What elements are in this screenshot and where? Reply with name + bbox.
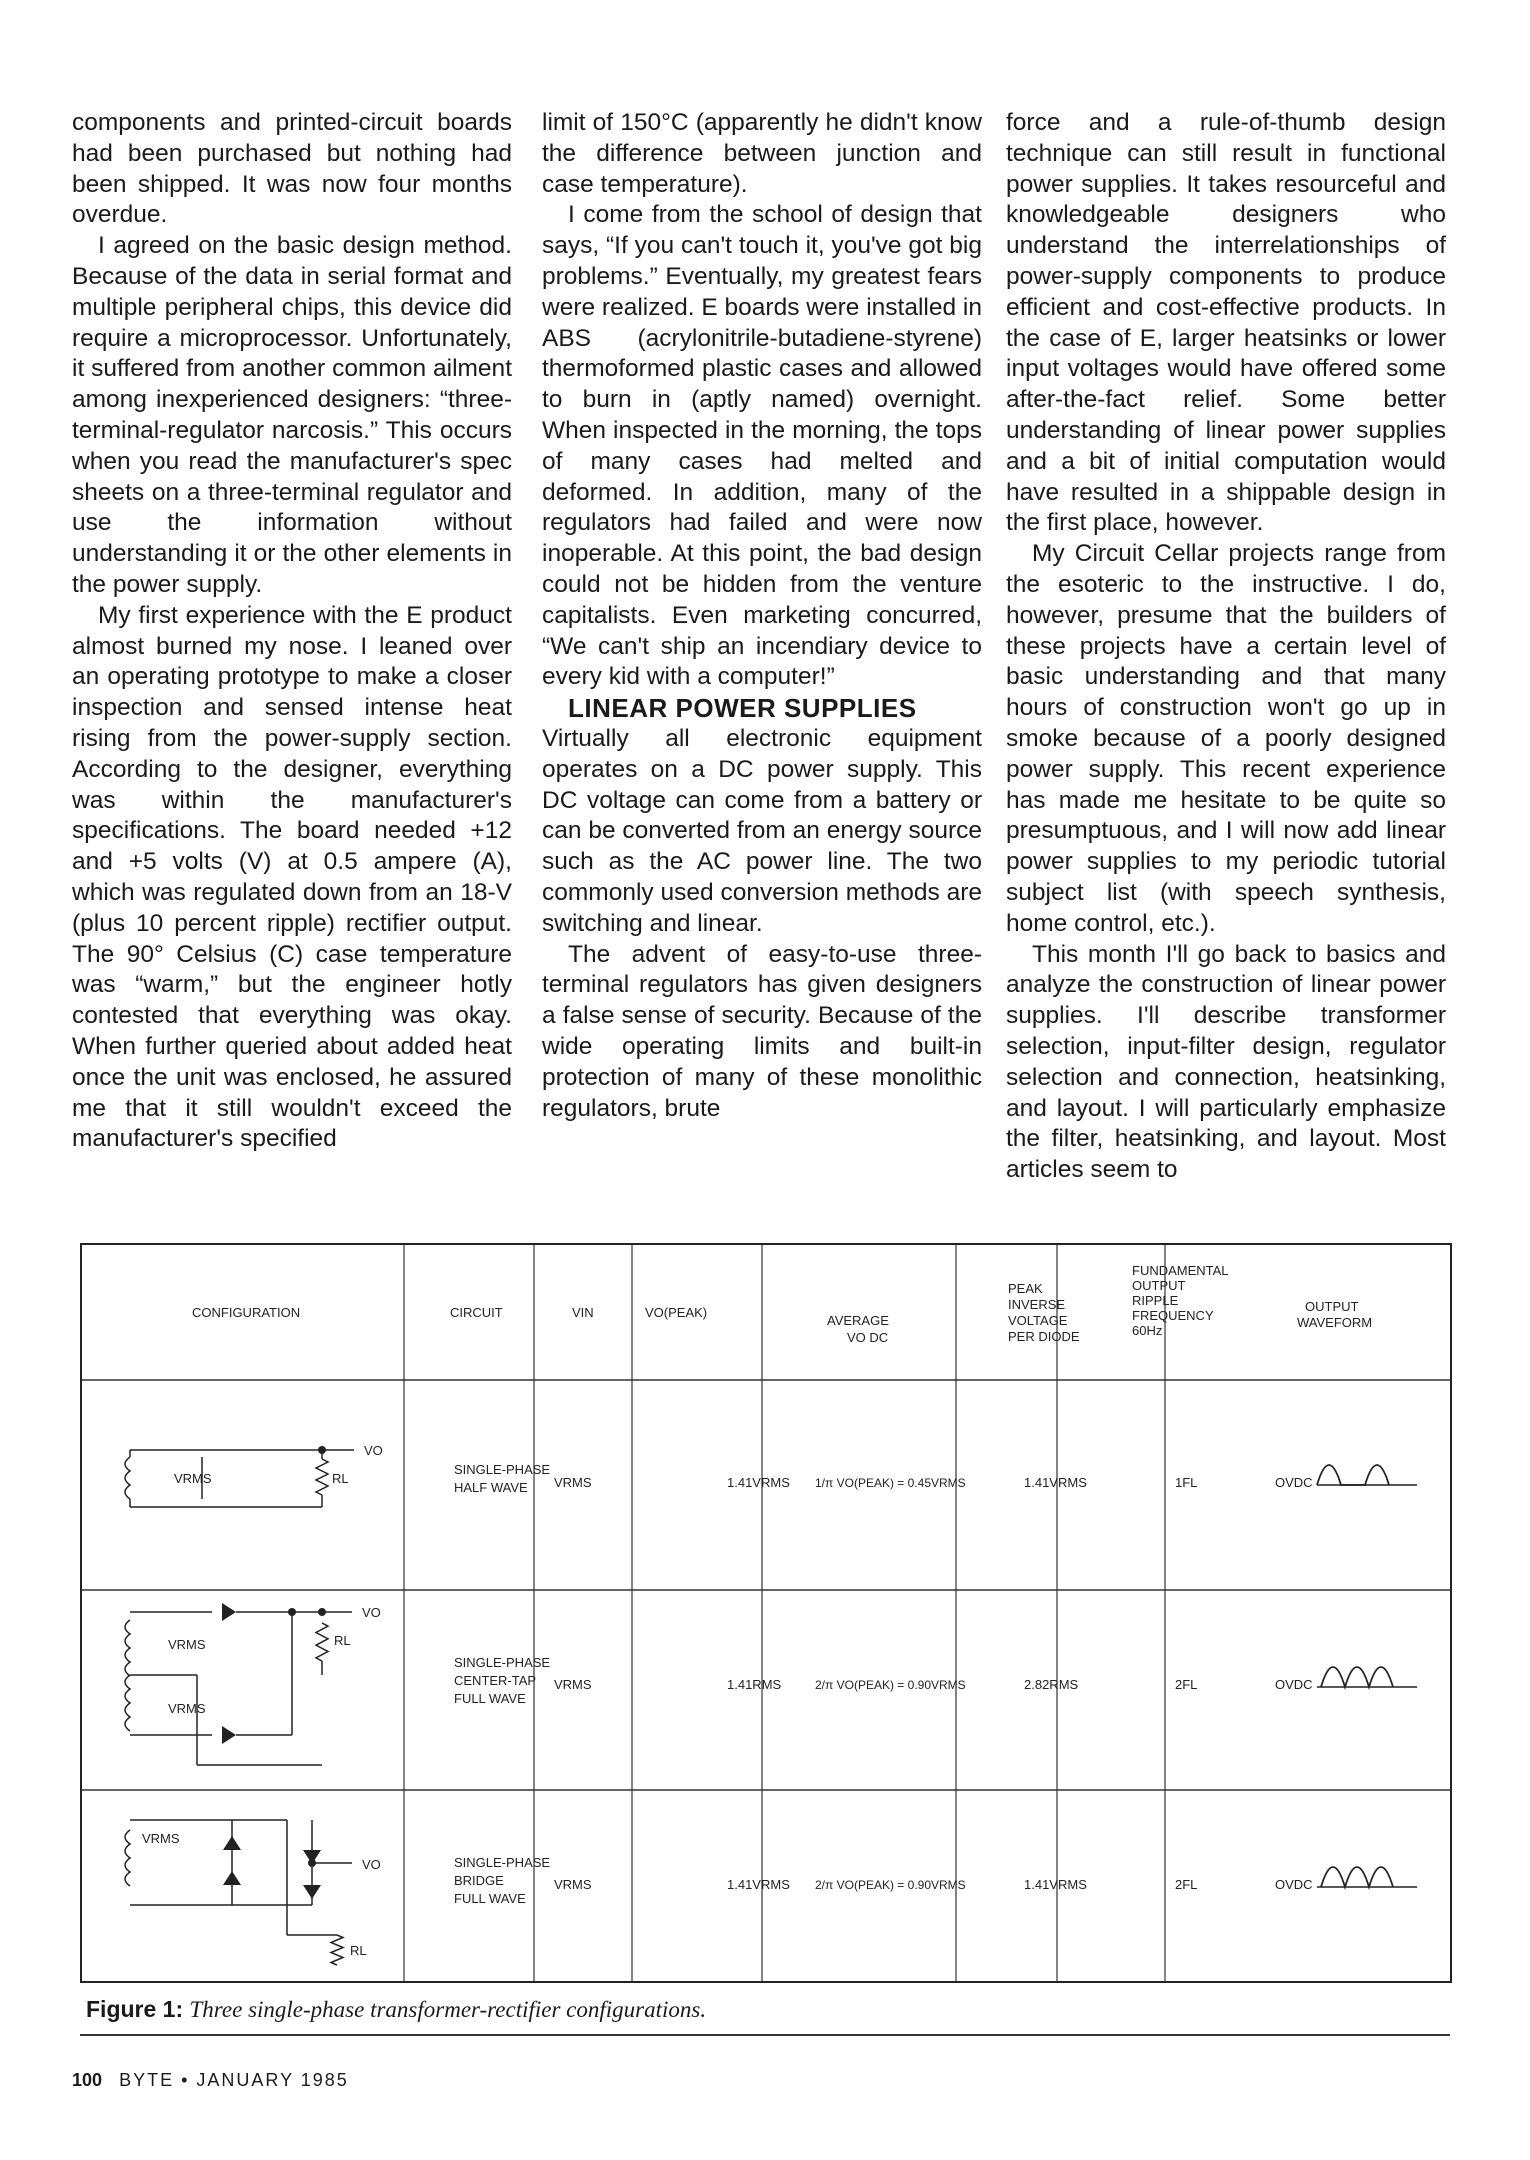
transformer-coil [125, 1457, 130, 1499]
header-piv: VOLTAGE [1008, 1313, 1068, 1328]
bridge-diode [223, 1836, 241, 1850]
paragraph: My first experience with the E product almost burned my nose. I leaned over an operating prototype to make a closer inspection and sensed intense heat rising from the power-supply section. According to the designer, everything was within the manufacturer's specifications. The board needed +12 and +5 volts (V) at 0.5 ampere (A), which was regulated down from an 18-V (plus 10 percent ripple) rectifier output. The 90° Celsius (C) case temperature was “warm,” but the engineer hotly contested that everything was okay. When further queried about added heat once the unit was enclosed, he assured me that it still wouldn't exceed the manufacturer's specified [72, 601, 512, 1153]
caption-text: Three single-phase transformer-rectifier configurations. [189, 1997, 707, 2022]
text-column-1 [72, 108, 512, 1155]
header-frequency: FUNDAMENTAL [1132, 1263, 1229, 1278]
circuit-name: FULL WAVE [454, 1891, 526, 1906]
header-configuration: CONFIGURATION [192, 1305, 301, 1320]
header-average-sub: VO DC [847, 1330, 889, 1345]
figure-svg [82, 1245, 1450, 1981]
header-frequency: FREQUENCY [1132, 1308, 1214, 1323]
piv-value: 1.41VRMS [1024, 1877, 1087, 1892]
waveform-label: OVDC [1275, 1877, 1313, 1892]
output-waveform [1321, 1667, 1393, 1687]
vo-label: VO [364, 1443, 383, 1458]
vrms-label: VRMS [174, 1471, 212, 1486]
average-value: 1/π VO(PEAK) = 0.45VRMS [815, 1476, 966, 1490]
page-number: 100 [72, 2070, 103, 2090]
caption-label: Figure 1: [86, 1996, 184, 2022]
header-piv: PEAK [1008, 1281, 1043, 1296]
vo-label: VO [362, 1857, 381, 1872]
resistor-rl [316, 1623, 328, 1661]
text-column-2 [542, 108, 982, 1124]
paragraph: My Circuit Cellar projects range from the esoteric to the instructive. I do, however, presume that the builders of these projects have a certain level of basic understanding and that many hours of construction won't go up in smoke because of a poorly designed power supply. This recent experience has made me hesitate to be quite so presumptuous, and I will now add linear power supplies to my periodic tutorial subject list (with speech synthesis, home control, etc.). [1006, 540, 1446, 937]
vrms-label: VRMS [168, 1637, 206, 1652]
header-piv: INVERSE [1008, 1297, 1066, 1312]
freq-value: 1FL [1175, 1475, 1198, 1490]
vopeak-value: 1.41VRMS [727, 1475, 790, 1490]
output-waveform [1321, 1867, 1393, 1887]
vopeak-value: 1.41RMS [727, 1677, 782, 1692]
paragraph: I agreed on the basic design method. Because of the data in serial format and multiple peripheral chips, this device did require a microprocessor. Unfortunately, it suffered from another common ailment among inexperienced designers: “three-terminal-regulator narcosis.” This occurs when you read the manufacturer's spec sheets on a three-terminal regulator and use the information without understanding it or the other elements in the power supply. [72, 232, 512, 598]
resistor-rl [316, 1459, 328, 1495]
vrms-label: VRMS [168, 1701, 206, 1716]
rectifier-diode [222, 1726, 236, 1744]
resistor-rl [331, 1935, 343, 1965]
paragraph: components and printed-circuit boards had been purchased but nothing had been shipped. It was now four months overdue. [72, 109, 512, 229]
vin-value: VRMS [554, 1877, 592, 1892]
section-heading: LINEAR POWER SUPPLIES [568, 693, 917, 724]
rl-label: RL [350, 1943, 367, 1958]
rl-label: RL [332, 1471, 349, 1486]
circuit-name: CENTER-TAP [454, 1673, 537, 1688]
vrms-label: VRMS [142, 1831, 180, 1846]
text-column-3 [1006, 108, 1446, 1186]
paragraph: force and a rule-of-thumb design technique can still result in functional power supplies. It takes resourceful and knowledgeable designers who understand the interrelationships of power-supply components to produce efficient and cost-effective products. In the case of E, larger heatsinks or lower input voltages would have offered some after-the-fact relief. Some better understanding of linear power supplies and a bit of initial computation would have resulted in a shippable design in the first place, however. [1006, 109, 1446, 537]
header-average: AVERAGE [827, 1313, 889, 1328]
header-waveform: OUTPUT [1305, 1299, 1359, 1314]
vo-label: VO [362, 1605, 381, 1620]
paragraph: Virtually all electronic equipment operates on a DC power supply. This DC voltage can come from a battery or can be converted from an energy source such as the AC power line. The two commonly used conversion methods are switching and linear. [542, 724, 982, 937]
rectifier-table-figure [80, 1243, 1452, 1983]
footer-text: BYTE • JANUARY 1985 [119, 2070, 349, 2090]
circuit-name: HALF WAVE [454, 1480, 528, 1495]
circuit-name: FULL WAVE [454, 1691, 526, 1706]
paragraph: I come from the school of design that says, “If you can't touch it, you've got big problems.” Eventually, my greatest fears were realized. E boards were installed in ABS (acrylonitrile-butadiene-styrene) thermoformed plastic cases and allowed to burn in (aptly named) overnight. When inspected in the morning, the tops of many cases had melted and deformed. In addition, many of the regulators had failed and were now inoperable. At this point, the bad design could not be hidden from the venture capitalists. Even marketing concurred, “We can't ship an incendiary device to every kid with a computer!” [542, 201, 982, 691]
paragraph: limit of 150°C (apparently he didn't know the difference between junction and case temperature). [542, 109, 982, 198]
header-frequency: RIPPLE [1132, 1293, 1179, 1308]
header-frequency: OUTPUT [1132, 1278, 1186, 1293]
piv-value: 2.82RMS [1024, 1677, 1079, 1692]
paragraph: The advent of easy-to-use three-terminal regulators has given designers a false sense of security. Because of the wide operating limits and built-in protection of many of these monolithic regulators, brute [542, 940, 982, 1122]
header-circuit: CIRCUIT [450, 1305, 503, 1320]
bridge-diode [223, 1871, 241, 1885]
freq-value: 2FL [1175, 1677, 1198, 1692]
header-frequency: 60Hz [1132, 1323, 1163, 1338]
rectifier-diode [222, 1603, 236, 1621]
average-value: 2/π VO(PEAK) = 0.90VRMS [815, 1878, 966, 1892]
transformer-coil-lower [125, 1675, 130, 1731]
circuit-name: SINGLE-PHASE [454, 1462, 551, 1477]
transformer-coil [125, 1830, 130, 1886]
waveform-label: OVDC [1275, 1475, 1313, 1490]
vopeak-value: 1.41VRMS [727, 1877, 790, 1892]
header-vin: VIN [572, 1305, 594, 1320]
waveform-label: OVDC [1275, 1677, 1313, 1692]
header-vopeak: VO(PEAK) [645, 1305, 708, 1320]
output-waveform [1317, 1465, 1389, 1485]
caption-rule [80, 2034, 1450, 2036]
circuit-name: SINGLE-PHASE [454, 1655, 551, 1670]
average-value: 2/π VO(PEAK) = 0.90VRMS [815, 1678, 966, 1692]
page-footer [72, 2070, 349, 2091]
figure-caption [86, 1996, 706, 2023]
header-waveform-sub: WAVEFORM [1297, 1315, 1373, 1330]
vin-value: VRMS [554, 1677, 592, 1692]
circuit-name: SINGLE-PHASE [454, 1855, 551, 1870]
rl-label: RL [334, 1633, 351, 1648]
transformer-coil-upper [125, 1620, 130, 1676]
freq-value: 2FL [1175, 1877, 1198, 1892]
header-piv: PER DIODE [1008, 1329, 1080, 1344]
vin-value: VRMS [554, 1475, 592, 1490]
circuit-node [288, 1608, 296, 1616]
paragraph: This month I'll go back to basics and analyze the construction of linear power supplies. I'll describe transformer selection, input-filter design, regulator selection and connection, heatsinking, and layout. I will particularly emphasize the filter, heatsinking, and layout. Most articles seem to [1006, 940, 1446, 1184]
piv-value: 1.41VRMS [1024, 1475, 1087, 1490]
circuit-name: BRIDGE [454, 1873, 504, 1888]
